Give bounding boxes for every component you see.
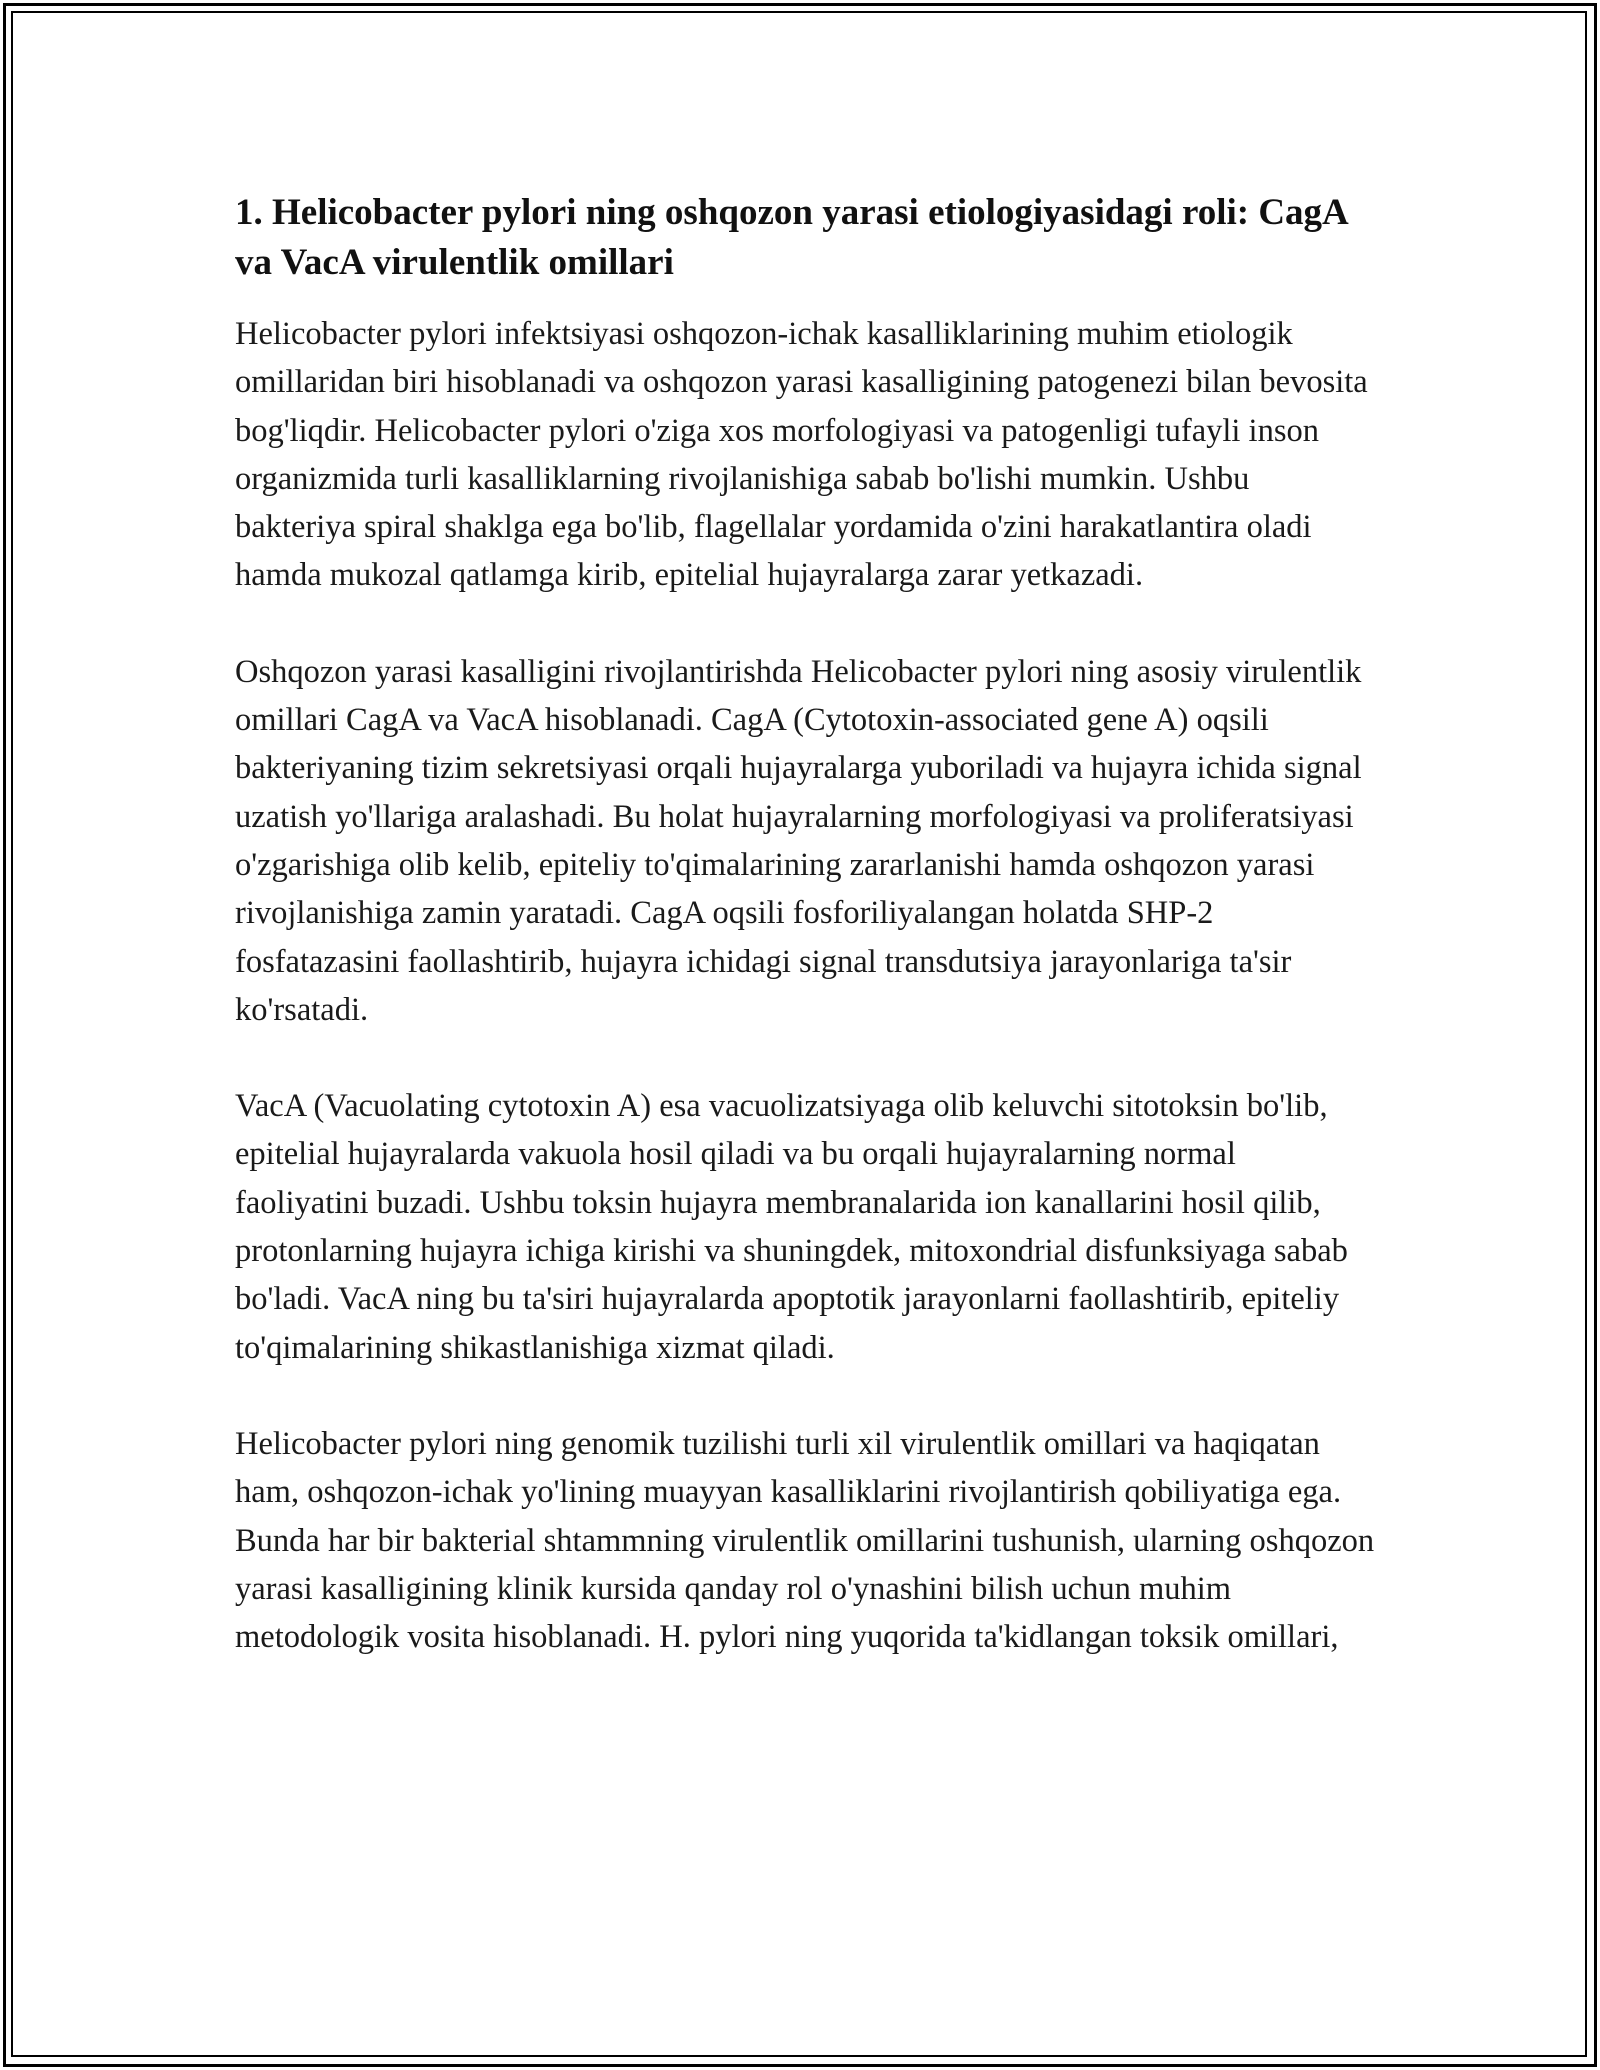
paragraph-caga: Oshqozon yarasi kasalligini rivojlantirishda Helicobacter pylori ning asosiy virulentlik omillari CagA va VacA hisoblanadi. CagA (Cytotoxin-associated gene A) oqsili bakteriyaning tizim sekretsiyasi orqali hujayralarga yuboriladi va hujayra ichida signal uzatish yo'llariga aralashadi. Bu holat hujayralarning morfologiyasi va proliferatsiyasi o'zgarishiga olib kelib, epiteliy to'qimalarining zararlanishi hamda oshqozon yarasi rivojlanishiga zamin yaratadi. CagA oqsili fosforiliyalangan holatda SHP-2 fosfatazasini faollashtirib, hujayra ichidagi signal transdutsiya jarayonlariga ta'sir ko'rsatadi. [235, 653, 1362, 1028]
paragraph-vaca: VacA (Vacuolating cytotoxin A) esa vacuolizatsiyaga olib keluvchi sitotoksin bo'lib, epitelial hujayralarda vakuola hosil qiladi va bu orqali hujayralarning normal faoliyatini buzadi. Ushbu toksin hujayra membranalarida ion kanallarini hosil qilib, protonlarning hujayra ichiga kirishi va shuningdek, mitoxondrial disfunksiyaga sabab bo'ladi. VacA ning bu ta'siri hujayralarda apoptotik jarayonlarni faollashtirib, epiteliy to'qimalarining shikastlanishiga xizmat qiladi. [235, 1088, 1348, 1366]
document-body [235, 188, 1375, 1661]
paragraph-intro: Helicobacter pylori infektsiyasi oshqozon-ichak kasalliklarining muhim etiologik omillaridan biri hisoblanadi va oshqozon yarasi kasalligining patogenezi bilan bevosita bog'liqdir. Helicobacter pylori o'ziga xos morfologiyasi va patogenligi tufayli inson organizmida turli kasalliklarning rivojlanishiga sabab bo'lishi mumkin. Ushbu bakteriya spiral shaklga ega bo'lib, flagellalar yordamida o'zini harakatlantira oladi hamda mukozal qatlamga kirib, epitelial hujayralarga zarar yetkazadi. [235, 316, 1368, 594]
section-heading: 1. Helicobacter pylori ning oshqozon yarasi etiologiyasidagi roli: CagA va VacA virulentlik omillari [235, 192, 1347, 283]
paragraph-genomic: Helicobacter pylori ning genomik tuzilishi turli xil virulentlik omillari va haqiqatan ham, oshqozon-ichak yo'lining muayyan kasalliklarini rivojlantirish qobiliyatiga ega. Bunda har bir bakterial shtammning virulentlik omillarini tushunish, ularning oshqozon yarasi kasalligining klinik kursida qanday rol o'ynashini bilish uchun muhim metodologik vosita hisoblanadi. H. pylori ning yuqorida ta'kidlangan toksik omillari, [235, 1425, 1375, 1656]
